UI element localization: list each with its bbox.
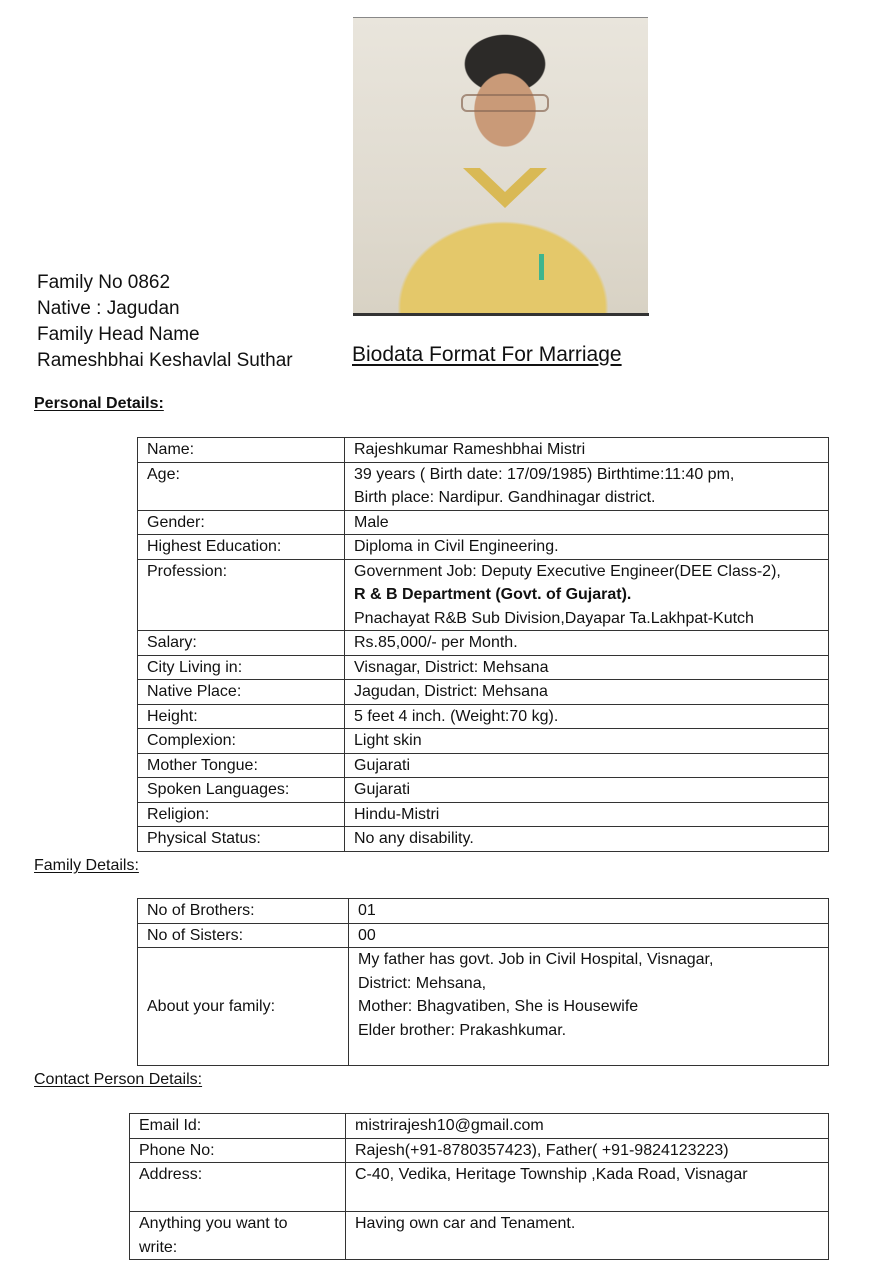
row-label: No of Brothers: — [138, 899, 349, 924]
personal-details-heading: Personal Details: — [34, 395, 164, 412]
row-label: Email Id: — [130, 1114, 346, 1139]
row-value — [345, 655, 829, 680]
photo-glasses-shape — [461, 94, 549, 112]
value-line: Elder brother: Prakashkumar. — [358, 1021, 567, 1039]
table-row — [138, 778, 829, 803]
row-label: No of Sisters: — [138, 923, 349, 948]
table-row — [138, 704, 829, 729]
table-row — [138, 802, 829, 827]
value-line: Diploma in Civil Engineering. — [354, 538, 559, 555]
row-value — [349, 899, 829, 924]
table-row — [130, 1163, 829, 1212]
table-row — [130, 1114, 829, 1139]
table-row — [138, 438, 829, 463]
row-label: Phone No: — [130, 1138, 346, 1163]
row-value — [349, 948, 829, 1066]
value-line: Light skin — [354, 732, 422, 749]
value-line: Mother: Bhagvatiben, She is Housewife — [358, 998, 639, 1015]
row-label: Name: — [138, 438, 345, 463]
row-value — [345, 510, 829, 535]
value-line: No any disability. — [354, 830, 474, 847]
value-line: Gujarati — [354, 781, 411, 798]
row-label — [130, 1212, 346, 1260]
table-row — [138, 729, 829, 754]
row-value — [345, 729, 829, 754]
value-line: Rajeshkumar Rameshbhai Mistri — [354, 441, 586, 458]
table-row — [138, 680, 829, 705]
value-line: 5 feet 4 inch. (Weight:70 kg). — [354, 707, 559, 725]
table-row — [130, 1138, 829, 1163]
value-line: Government Job: Deputy Executive Engineer(DEE Class-2), — [354, 562, 781, 580]
row-label: Height: — [138, 704, 345, 729]
table-row — [138, 559, 829, 631]
family-head-name: Rameshbhai Keshavlal Suthar — [37, 350, 293, 371]
row-label: Age: — [138, 462, 345, 510]
value-line: Birth place: Nardipur. Gandhinagar district. — [354, 489, 656, 506]
photo-underline — [353, 313, 649, 316]
row-label: Native Place: — [138, 680, 345, 705]
family-info-block — [37, 270, 293, 374]
value-line: 01 — [358, 902, 376, 919]
row-label: Spoken Languages: — [138, 778, 345, 803]
photo-collar-shape — [463, 168, 547, 208]
value-line: My father has govt. Job in Civil Hospital, Visnagar, — [358, 951, 714, 968]
row-label: Complexion: — [138, 729, 345, 754]
value-line: District: Mehsana, — [358, 974, 487, 992]
family-number: Family No 0862 — [37, 272, 171, 293]
row-label: Religion: — [138, 802, 345, 827]
contact-details-heading: Contact Person Details: — [34, 1071, 203, 1088]
family-details-heading: Family Details: — [34, 857, 139, 874]
row-value — [346, 1212, 829, 1260]
value-line: Male — [354, 513, 389, 531]
row-value — [345, 631, 829, 656]
label-line: Anything you want to — [139, 1215, 288, 1232]
personal-details-table — [137, 437, 829, 852]
row-value — [349, 923, 829, 948]
document-title: Biodata Format For Marriage — [352, 343, 622, 366]
photo-pen-shape — [539, 254, 544, 280]
table-row — [138, 948, 829, 1066]
row-label: City Living in: — [138, 655, 345, 680]
row-value — [345, 704, 829, 729]
row-value — [346, 1138, 829, 1163]
row-label: Profession: — [138, 559, 345, 631]
value-line-bold: R & B Department (Govt. of Gujarat). — [354, 586, 632, 603]
value-line: Gujarati — [354, 756, 411, 774]
label-line: write: — [139, 1238, 178, 1256]
row-label: Mother Tongue: — [138, 753, 345, 778]
row-label: Gender: — [138, 510, 345, 535]
row-label: Highest Education: — [138, 535, 345, 560]
value-line: 39 years ( Birth date: 17/09/1985) Birthtime:11:40 pm, — [354, 465, 735, 483]
family-details-table — [137, 898, 829, 1066]
row-value — [345, 753, 829, 778]
value-line: 00 — [358, 926, 376, 944]
row-label: Physical Status: — [138, 827, 345, 852]
row-value — [345, 438, 829, 463]
row-label: Salary: — [138, 631, 345, 656]
table-row — [138, 631, 829, 656]
table-row — [138, 655, 829, 680]
value-line: Pnachayat R&B Sub Division,Dayapar Ta.Lakhpat-Kutch — [354, 609, 754, 627]
row-value — [345, 827, 829, 852]
table-row — [138, 923, 829, 948]
contact-details-table — [129, 1113, 829, 1260]
family-head-label: Family Head Name — [37, 324, 200, 345]
row-value — [346, 1114, 829, 1139]
table-row — [130, 1212, 829, 1260]
value-line: Hindu-Mistri — [354, 805, 440, 823]
value-line: Jagudan, District: Mehsana — [354, 683, 548, 700]
row-value — [345, 462, 829, 510]
table-row — [138, 510, 829, 535]
native-place: Native : Jagudan — [37, 298, 180, 319]
row-value — [345, 802, 829, 827]
row-label: About your family: — [138, 948, 349, 1066]
email-value: mistrirajesh10@gmail.com — [355, 1117, 544, 1134]
row-value — [345, 778, 829, 803]
phone-value: Rajesh(+91-8780357423), Father( +91-9824123223) — [355, 1141, 729, 1159]
row-value — [345, 680, 829, 705]
profile-photo — [353, 17, 648, 314]
table-row — [138, 462, 829, 510]
row-value — [346, 1163, 829, 1212]
row-value — [345, 559, 829, 631]
address-value: C-40, Vedika, Heritage Township ,Kada Road, Visnagar — [355, 1166, 748, 1183]
row-value — [345, 535, 829, 560]
value-line: Having own car and Tenament. — [355, 1215, 576, 1232]
table-row — [138, 535, 829, 560]
value-line: Visnagar, District: Mehsana — [354, 658, 549, 676]
value-line: Rs.85,000/- per Month. — [354, 634, 518, 651]
row-label: Address: — [130, 1163, 346, 1212]
table-row — [138, 753, 829, 778]
table-row — [138, 827, 829, 852]
table-row — [138, 899, 829, 924]
